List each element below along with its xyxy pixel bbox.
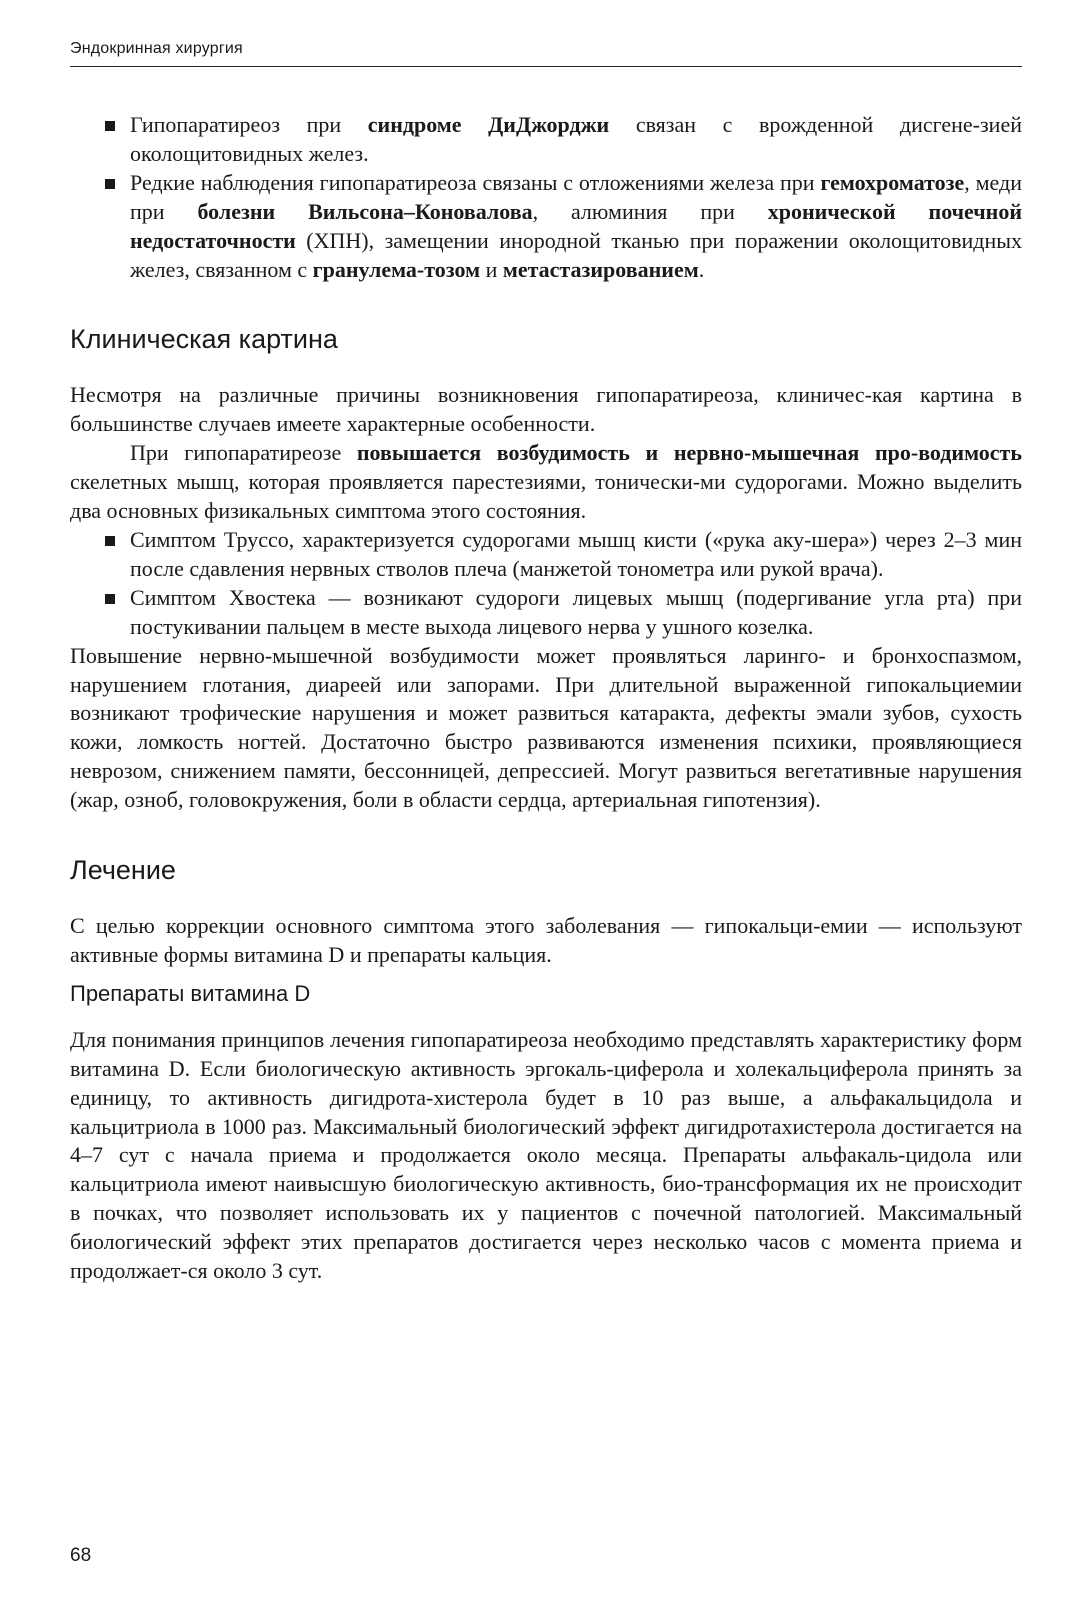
square-bullet-icon	[105, 179, 115, 189]
bold-term: хронической почечной недостаточности	[130, 198, 1023, 253]
square-bullet-icon	[105, 536, 115, 546]
symptoms-bullet-list	[70, 526, 1022, 642]
treatment-paragraph-1: С целью коррекции основного симптома этого заболевания — гипокальци-емии — используют активные формы витамина D и препараты кальция.	[70, 913, 1022, 967]
bold-term: повышается возбудимость и нервно-мышечная про-водимость	[356, 440, 1022, 466]
square-bullet-icon	[105, 121, 115, 131]
bold-term: болезни Вильсона–Коновалова	[197, 198, 533, 224]
list-item: Симптом Труссо, характеризуется судорогами мышц кисти («рука аку-шера») через 2–3 мин после сдавления нервных стволов плеча (манжетой тонометра или рукой врача).	[70, 526, 1022, 584]
clinical-paragraph-2: При гипопаратиреозе повышается возбудимость и нервно-мышечная про-водимость скелетных мышц, которая проявляется парестезиями, тонически-ми судорогами. Можно выделить два основных физикальных симптома этого состояния.	[70, 440, 1022, 524]
running-head: Эндокринная хирургия	[70, 40, 1022, 67]
list-item: Гипопаратиреоз при синдроме ДиДжорджи связан с врожденной дисгене-зией околощитовидных желез.	[70, 111, 1022, 169]
page-body	[70, 111, 1022, 1286]
intro-bullet-list	[70, 111, 1022, 284]
page-number: 68	[70, 1545, 92, 1566]
bold-term: синдроме ДиДжорджи	[367, 112, 610, 137]
section-heading-clinical: Клиническая картина	[70, 324, 338, 355]
subheading-vitamin-d: Препараты витамина D	[70, 980, 311, 1006]
section-heading-treatment: Лечение	[70, 855, 176, 886]
bold-term: гранулема-тозом	[312, 256, 481, 282]
square-bullet-icon	[105, 594, 115, 604]
bold-term: гемохроматозе	[820, 169, 965, 195]
bold-term: метастазированием	[502, 256, 699, 282]
list-item: Симптом Хвостека — возникают судороги лицевых мышц (подергивание угла рта) при постукивании пальцем в месте выхода лицевого нерва у ушного козелка.	[70, 584, 1022, 642]
clinical-paragraph-3: Повышение нервно-мышечной возбудимости может проявляться ларинго- и бронхоспазмом, нарушением глотания, диареей или запорами. При длительной выраженной гипокальциемии возникают трофические нарушения и может развиться катаракта, дефекты эмали зубов, сухость кожи, ломкость ногтей. Достаточно быстро развиваются изменения психики, проявляющиеся неврозом, снижением памяти, бессонницей, депрессией. Могут развиться вегетативные нарушения (жар, озноб, головокружения, боли в области сердца, артериальная гипотензия).	[70, 642, 1022, 813]
clinical-paragraph-1: Несмотря на различные причины возникновения гипопаратиреоза, клиничес-кая картина в большинстве случаев имеете характерные особенности.	[70, 382, 1022, 437]
list-item: Редкие наблюдения гипопаратиреоза связаны с отложениями железа при гемохроматозе, меди при болезни Вильсона–Коновалова, алюминия при хронической почечной недостаточности (ХПН), замещении инородной тканью при поражении околощитовидных желез, связанном с гранулема-тозом и метастазированием.	[70, 169, 1022, 285]
treatment-paragraph-2: Для понимания принципов лечения гипопаратиреоза необходимо представлять характеристику форм витамина D. Если биологическую активность эргокаль-циферола и холекальциферола принять за единицу, то активность дигидрота-хистерола будет в 10 раз выше, а альфакальцидола и кальцитриола в 1000 раз. Максимальный биологический эффект дигидротахистерола достигается на 4–7 сут с начала приема и продолжается около месяца. Препараты альфакаль-цидола или кальцитриола имеют наивысшую биологическую активность, био-трансформация их не происходит в почках, что позволяет использовать их у пациентов с почечной патологией. Максимальный биологический эффект этих препаратов достигается через несколько часов с момента приема и продолжает-ся около 3 сут.	[70, 1026, 1022, 1284]
